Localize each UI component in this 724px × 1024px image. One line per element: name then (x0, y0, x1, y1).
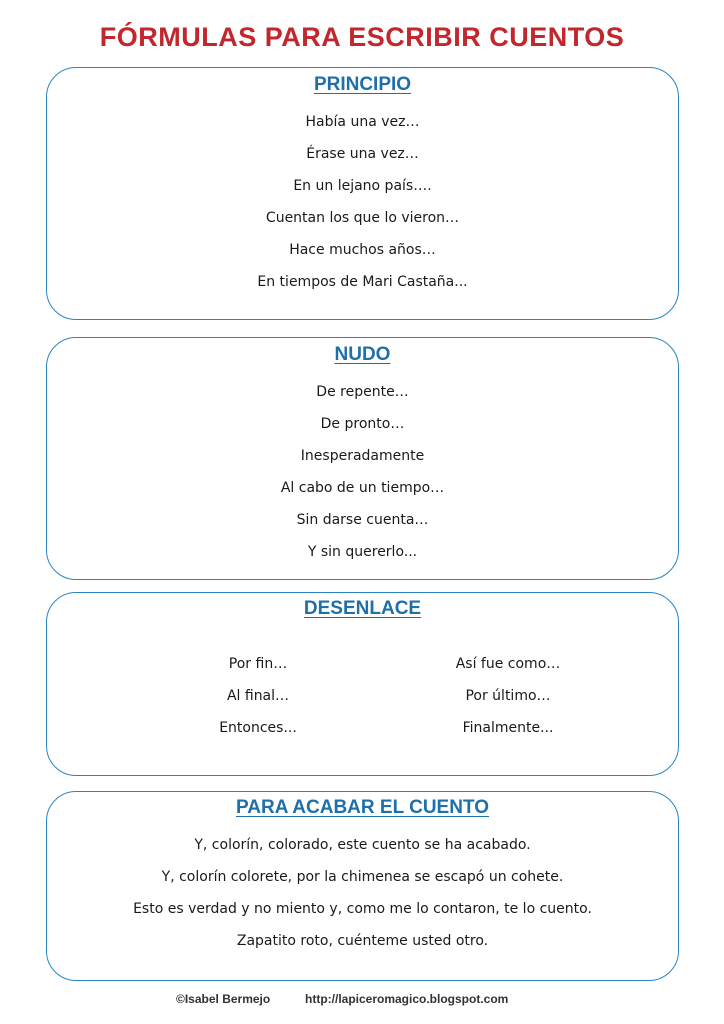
phrase-item: Hace muchos años… (289, 242, 436, 258)
phrase-item: Érase una vez… (306, 146, 419, 162)
phrase-column-left (158, 648, 358, 744)
phrase-item: Por último… (465, 688, 551, 704)
phrase-item: Y, colorín colorete, por la chimenea se escapó un cohete. (161, 869, 564, 885)
phrase-item: Inesperadamente (300, 448, 425, 464)
section-heading-para-acabar: PARA ACABAR EL CUENTO (236, 797, 489, 818)
section-principio (46, 67, 679, 320)
phrase-item: Y sin quererlo... (307, 544, 418, 560)
footer-url-link[interactable]: http://lapiceromagico.blogspot.com (305, 992, 509, 1006)
phrase-item: En un lejano país…. (293, 178, 432, 194)
phrase-item: Esto es verdad y no miento y, como me lo contaron, te lo cuento. (133, 901, 592, 917)
phrase-item: Zapatito roto, cuénteme usted otro. (236, 933, 489, 949)
footer-author: ©Isabel Bermejo (176, 992, 271, 1006)
phrase-item: En tiempos de Mari Castaña... (257, 274, 468, 290)
section-para-acabar (46, 791, 679, 981)
section-heading-desenlace: DESENLACE (303, 598, 422, 619)
phrase-item: De pronto… (320, 416, 405, 432)
section-desenlace (46, 592, 679, 776)
section-nudo (46, 337, 679, 580)
footer (0, 992, 724, 1010)
phrase-item: Finalmente... (462, 720, 554, 736)
page-title: FÓRMULAS PARA ESCRIBIR CUENTOS (99, 22, 625, 52)
phrase-item: Y, colorín, colorado, este cuento se ha acabado. (194, 837, 531, 853)
section-heading-principio: PRINCIPIO (313, 74, 412, 95)
phrase-list-principio (47, 106, 678, 298)
phrase-item: Había una vez… (305, 114, 420, 130)
phrase-item: Al final… (226, 688, 290, 704)
phrase-item: Sin darse cuenta… (296, 512, 429, 528)
section-heading-nudo: NUDO (334, 344, 391, 365)
phrase-item: De repente… (316, 384, 409, 400)
phrase-item: Cuentan los que lo vieron… (265, 210, 460, 226)
phrase-item: Por fin… (228, 656, 288, 672)
phrase-item: Así fue como… (455, 656, 561, 672)
phrase-list-para-acabar (47, 829, 678, 957)
phrase-item: Al cabo de un tiempo… (280, 480, 445, 496)
phrase-item: Entonces... (219, 720, 297, 736)
phrase-column-right (408, 648, 608, 744)
phrase-list-nudo (47, 376, 678, 568)
